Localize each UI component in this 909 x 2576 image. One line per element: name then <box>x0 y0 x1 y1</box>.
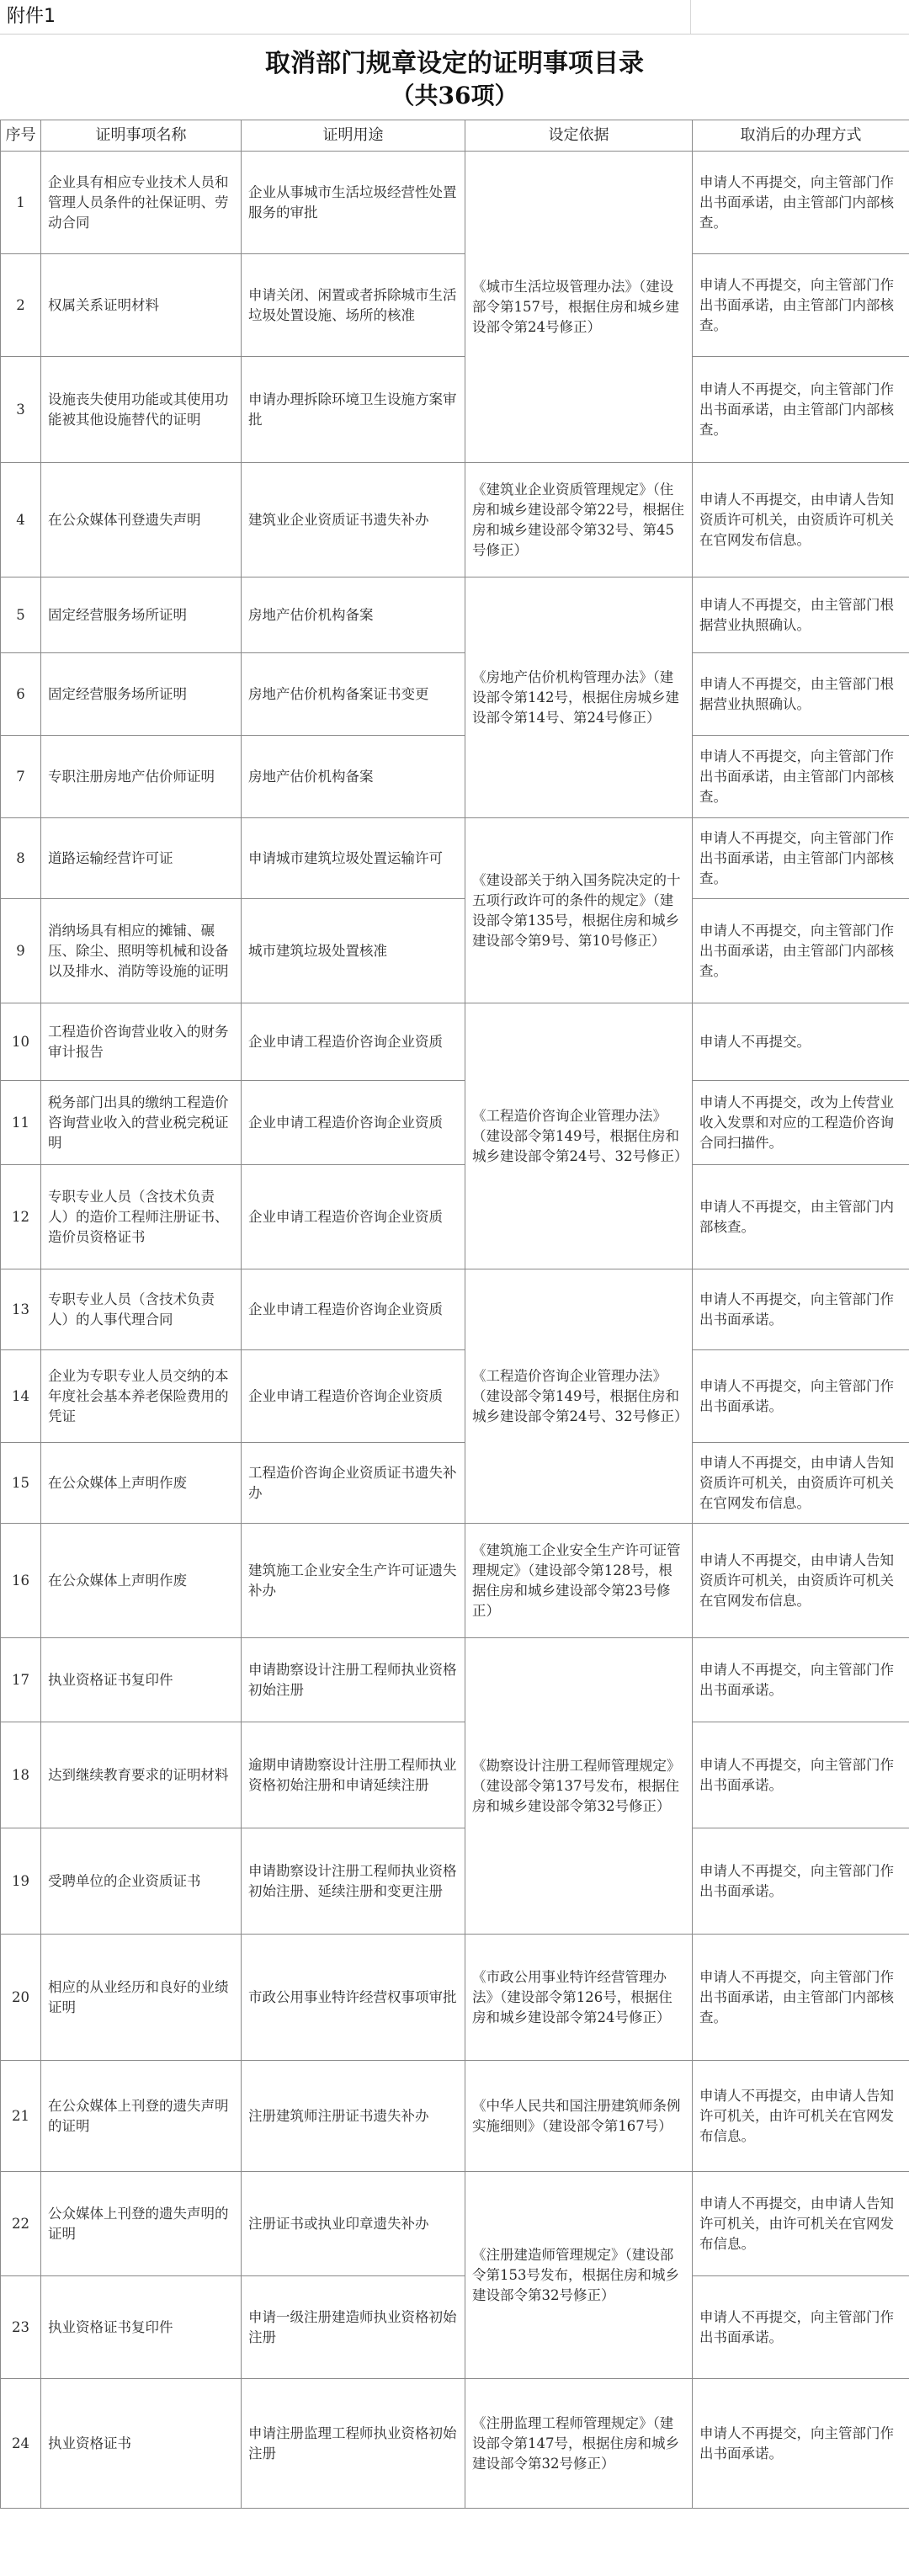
row-handling-method: 申请人不再提交，由申请人告知许可机关，由许可机关在官网发布信息。 <box>693 2172 909 2276</box>
header-use: 证明用途 <box>242 120 465 152</box>
row-number: 5 <box>1 577 41 653</box>
row-item-use: 房地产估价机构备案 <box>242 736 465 818</box>
row-handling-method: 申请人不再提交，由主管部门根据营业执照确认。 <box>693 577 909 653</box>
row-legal-basis: 《注册建造师管理规定》（建设部令第153号发布，根据住房和城乡建设部令第32号修正） <box>465 2172 693 2379</box>
row-item-use: 房地产估价机构备案证书变更 <box>242 653 465 736</box>
row-number: 24 <box>1 2379 41 2509</box>
row-item-name: 税务部门出具的缴纳工程造价咨询营业收入的营业税完税证明 <box>41 1081 242 1165</box>
row-item-use: 建筑业企业资质证书遗失补办 <box>242 463 465 577</box>
row-item-name: 固定经营服务场所证明 <box>41 653 242 736</box>
row-legal-basis: 《房地产估价机构管理办法》（建设部令第142号，根据住房城乡建设部令第14号、第24号修正） <box>465 577 693 818</box>
table-row <box>1 2276 909 2379</box>
attachment-bar <box>0 0 909 35</box>
table-row <box>1 1443 909 1524</box>
row-handling-method: 申请人不再提交，向主管部门作出书面承诺，由主管部门内部核查。 <box>693 818 909 899</box>
row-item-name: 在公众媒体上声明作废 <box>41 1524 242 1638</box>
table-row <box>1 152 909 254</box>
row-item-use: 工程造价咨询企业资质证书遗失补办 <box>242 1443 465 1524</box>
row-handling-method: 申请人不再提交，向主管部门作出书面承诺，由主管部门内部核查。 <box>693 357 909 463</box>
header-no: 序号 <box>1 120 41 152</box>
catalog-table <box>0 120 909 2509</box>
row-handling-method: 申请人不再提交，向主管部门作出书面承诺。 <box>693 1828 909 1935</box>
table-row <box>1 1165 909 1269</box>
row-item-use: 申请城市建筑垃圾处置运输许可 <box>242 818 465 899</box>
row-item-use: 市政公用事业特许经营权事项审批 <box>242 1935 465 2061</box>
row-handling-method: 申请人不再提交，向主管部门作出书面承诺，由主管部门内部核查。 <box>693 899 909 1003</box>
table-row <box>1 818 909 899</box>
row-number: 14 <box>1 1350 41 1443</box>
row-number: 17 <box>1 1638 41 1722</box>
row-handling-method: 申请人不再提交，向主管部门作出书面承诺。 <box>693 1722 909 1828</box>
row-item-name: 执业资格证书 <box>41 2379 242 2509</box>
row-item-use: 企业申请工程造价咨询企业资质 <box>242 1269 465 1350</box>
row-number: 11 <box>1 1081 41 1165</box>
row-handling-method: 申请人不再提交。 <box>693 1003 909 1081</box>
table-row <box>1 1081 909 1165</box>
row-legal-basis: 《工程造价咨询企业管理办法》（建设部令第149号，根据住房和城乡建设部令第24号、32号修正） <box>465 1269 693 1524</box>
row-legal-basis: 《中华人民共和国注册建筑师条例实施细则》（建设部令第167号） <box>465 2061 693 2172</box>
table-row <box>1 1269 909 1350</box>
row-number: 8 <box>1 818 41 899</box>
row-item-use: 申请注册监理工程师执业资格初始注册 <box>242 2379 465 2509</box>
row-number: 2 <box>1 254 41 357</box>
row-item-name: 在公众媒体上刊登的遗失声明的证明 <box>41 2061 242 2172</box>
table-row <box>1 2061 909 2172</box>
row-handling-method: 申请人不再提交，由申请人告知资质许可机关，由资质许可机关在官网发布信息。 <box>693 463 909 577</box>
header-method: 取消后的办理方式 <box>693 120 909 152</box>
row-number: 12 <box>1 1165 41 1269</box>
header-basis: 设定依据 <box>465 120 693 152</box>
row-handling-method: 申请人不再提交，向主管部门作出书面承诺，由主管部门内部核查。 <box>693 152 909 254</box>
row-handling-method: 申请人不再提交，向主管部门作出书面承诺。 <box>693 1350 909 1443</box>
row-handling-method: 申请人不再提交，向主管部门作出书面承诺。 <box>693 2379 909 2509</box>
row-number: 23 <box>1 2276 41 2379</box>
row-handling-method: 申请人不再提交，向主管部门作出书面承诺，由主管部门内部核查。 <box>693 1935 909 2061</box>
row-item-name: 固定经营服务场所证明 <box>41 577 242 653</box>
table-row <box>1 1003 909 1081</box>
row-item-name: 专职专业人员（含技术负责人）的造价工程师注册证书、造价员资格证书 <box>41 1165 242 1269</box>
table-header-row <box>1 120 909 152</box>
row-number: 20 <box>1 1935 41 2061</box>
row-handling-method: 申请人不再提交，由申请人告知许可机关，由许可机关在官网发布信息。 <box>693 2061 909 2172</box>
table-row <box>1 1828 909 1935</box>
table-row <box>1 357 909 463</box>
row-legal-basis: 《建筑业企业资质管理规定》（住房和城乡建设部令第22号，根据住房和城乡建设部令第32号、第45号修正） <box>465 463 693 577</box>
row-item-use: 申请勘察设计注册工程师执业资格初始注册 <box>242 1638 465 1722</box>
row-item-name: 消纳场具有相应的摊铺、碾压、除尘、照明等机械和设备以及排水、消防等设施的证明 <box>41 899 242 1003</box>
page-title: 取消部门规章设定的证明事项目录 <box>265 49 644 78</box>
row-item-use: 申请办理拆除环境卫生设施方案审批 <box>242 357 465 463</box>
row-item-name: 执业资格证书复印件 <box>41 1638 242 1722</box>
table-row <box>1 1722 909 1828</box>
row-handling-method: 申请人不再提交，向主管部门作出书面承诺。 <box>693 2276 909 2379</box>
row-number: 6 <box>1 653 41 736</box>
row-legal-basis: 《注册监理工程师管理规定》（建设部令第147号，根据住房和城乡建设部令第32号修正） <box>465 2379 693 2509</box>
row-item-name: 在公众媒体上声明作废 <box>41 1443 242 1524</box>
row-number: 4 <box>1 463 41 577</box>
row-number: 3 <box>1 357 41 463</box>
row-handling-method: 申请人不再提交，向主管部门作出书面承诺。 <box>693 1638 909 1722</box>
table-row <box>1 1638 909 1722</box>
row-item-use: 申请关闭、闲置或者拆除城市生活垃圾处置设施、场所的核准 <box>242 254 465 357</box>
table-row <box>1 577 909 653</box>
table-row <box>1 2172 909 2276</box>
row-legal-basis: 《城市生活垃圾管理办法》（建设部令第157号，根据住房和城乡建设部令第24号修正） <box>465 152 693 463</box>
row-item-use: 逾期申请勘察设计注册工程师执业资格初始注册和申请延续注册 <box>242 1722 465 1828</box>
row-handling-method: 申请人不再提交，改为上传营业收入发票和对应的工程造价咨询合同扫描件。 <box>693 1081 909 1165</box>
row-number: 22 <box>1 2172 41 2276</box>
header-name: 证明事项名称 <box>41 120 242 152</box>
row-number: 13 <box>1 1269 41 1350</box>
row-item-use: 房地产估价机构备案 <box>242 577 465 653</box>
row-item-name: 道路运输经营许可证 <box>41 818 242 899</box>
table-row <box>1 254 909 357</box>
row-handling-method: 申请人不再提交，由主管部门内部核查。 <box>693 1165 909 1269</box>
row-handling-method: 申请人不再提交，向主管部门作出书面承诺。 <box>693 1269 909 1350</box>
table-row <box>1 2379 909 2509</box>
row-item-use: 企业申请工程造价咨询企业资质 <box>242 1003 465 1081</box>
row-number: 10 <box>1 1003 41 1081</box>
row-handling-method: 申请人不再提交，由申请人告知资质许可机关，由资质许可机关在官网发布信息。 <box>693 1524 909 1638</box>
row-legal-basis: 《勘察设计注册工程师管理规定》（建设部令第137号发布，根据住房和城乡建设部令第32号修正） <box>465 1638 693 1935</box>
row-item-name: 企业具有相应专业技术人员和管理人员条件的社保证明、劳动合同 <box>41 152 242 254</box>
row-handling-method: 申请人不再提交，由主管部门根据营业执照确认。 <box>693 653 909 736</box>
row-item-name: 企业为专职专业人员交纳的本年度社会基本养老保险费用的凭证 <box>41 1350 242 1443</box>
attachment-label: 附件1 <box>7 6 56 27</box>
row-item-name: 工程造价咨询营业收入的财务审计报告 <box>41 1003 242 1081</box>
row-number: 7 <box>1 736 41 818</box>
row-item-use: 企业申请工程造价咨询企业资质 <box>242 1350 465 1443</box>
row-legal-basis: 《市政公用事业特许经营管理办法》（建设部令第126号，根据住房和城乡建设部令第24号修正） <box>465 1935 693 2061</box>
row-item-use: 注册证书或执业印章遗失补办 <box>242 2172 465 2276</box>
row-item-use: 企业申请工程造价咨询企业资质 <box>242 1081 465 1165</box>
row-handling-method: 申请人不再提交，向主管部门作出书面承诺，由主管部门内部核查。 <box>693 254 909 357</box>
row-handling-method: 申请人不再提交，向主管部门作出书面承诺，由主管部门内部核查。 <box>693 736 909 818</box>
table-row <box>1 1350 909 1443</box>
row-legal-basis: 《建设部关于纳入国务院决定的十五项行政许可的条件的规定》（建设部令第135号，根据住房和城乡建设部令第9号、第10号修正） <box>465 818 693 1003</box>
row-item-use: 申请勘察设计注册工程师执业资格初始注册、延续注册和变更注册 <box>242 1828 465 1935</box>
row-item-name: 达到继续教育要求的证明材料 <box>41 1722 242 1828</box>
bar-divider <box>690 0 691 34</box>
row-item-name: 在公众媒体刊登遗失声明 <box>41 463 242 577</box>
row-item-name: 相应的从业经历和良好的业绩证明 <box>41 1935 242 2061</box>
row-legal-basis: 《建筑施工企业安全生产许可证管理规定》（建设部令第128号，根据住房和城乡建设部令第23号修正） <box>465 1524 693 1638</box>
row-number: 21 <box>1 2061 41 2172</box>
row-item-use: 申请一级注册建造师执业资格初始注册 <box>242 2276 465 2379</box>
row-number: 18 <box>1 1722 41 1828</box>
row-item-name: 执业资格证书复印件 <box>41 2276 242 2379</box>
table-body <box>1 152 909 2509</box>
row-item-use: 企业申请工程造价咨询企业资质 <box>242 1165 465 1269</box>
table-row <box>1 463 909 577</box>
row-legal-basis: 《工程造价咨询企业管理办法》（建设部令第149号，根据住房和城乡建设部令第24号、32号修正） <box>465 1003 693 1269</box>
row-item-use: 企业从事城市生活垃圾经营性处置服务的审批 <box>242 152 465 254</box>
row-item-use: 城市建筑垃圾处置核准 <box>242 899 465 1003</box>
table-row <box>1 1524 909 1638</box>
row-item-name: 公众媒体上刊登的遗失声明的证明 <box>41 2172 242 2276</box>
row-handling-method: 申请人不再提交，由申请人告知资质许可机关，由资质许可机关在官网发布信息。 <box>693 1443 909 1524</box>
table-row <box>1 1935 909 2061</box>
row-item-name: 受聘单位的企业资质证书 <box>41 1828 242 1935</box>
row-number: 9 <box>1 899 41 1003</box>
row-item-use: 注册建筑师注册证书遗失补办 <box>242 2061 465 2172</box>
row-item-name: 专职专业人员（含技术负责人）的人事代理合同 <box>41 1269 242 1350</box>
row-number: 16 <box>1 1524 41 1638</box>
row-item-name: 权属关系证明材料 <box>41 254 242 357</box>
page-subtitle: （共36项） <box>391 82 518 109</box>
row-number: 15 <box>1 1443 41 1524</box>
row-item-name: 设施丧失使用功能或其使用功能被其他设施替代的证明 <box>41 357 242 463</box>
title-block <box>0 34 909 120</box>
row-number: 1 <box>1 152 41 254</box>
row-item-use: 建筑施工企业安全生产许可证遗失补办 <box>242 1524 465 1638</box>
table-row <box>1 736 909 818</box>
row-number: 19 <box>1 1828 41 1935</box>
row-item-name: 专职注册房地产估价师证明 <box>41 736 242 818</box>
table-row <box>1 899 909 1003</box>
table-row <box>1 653 909 736</box>
